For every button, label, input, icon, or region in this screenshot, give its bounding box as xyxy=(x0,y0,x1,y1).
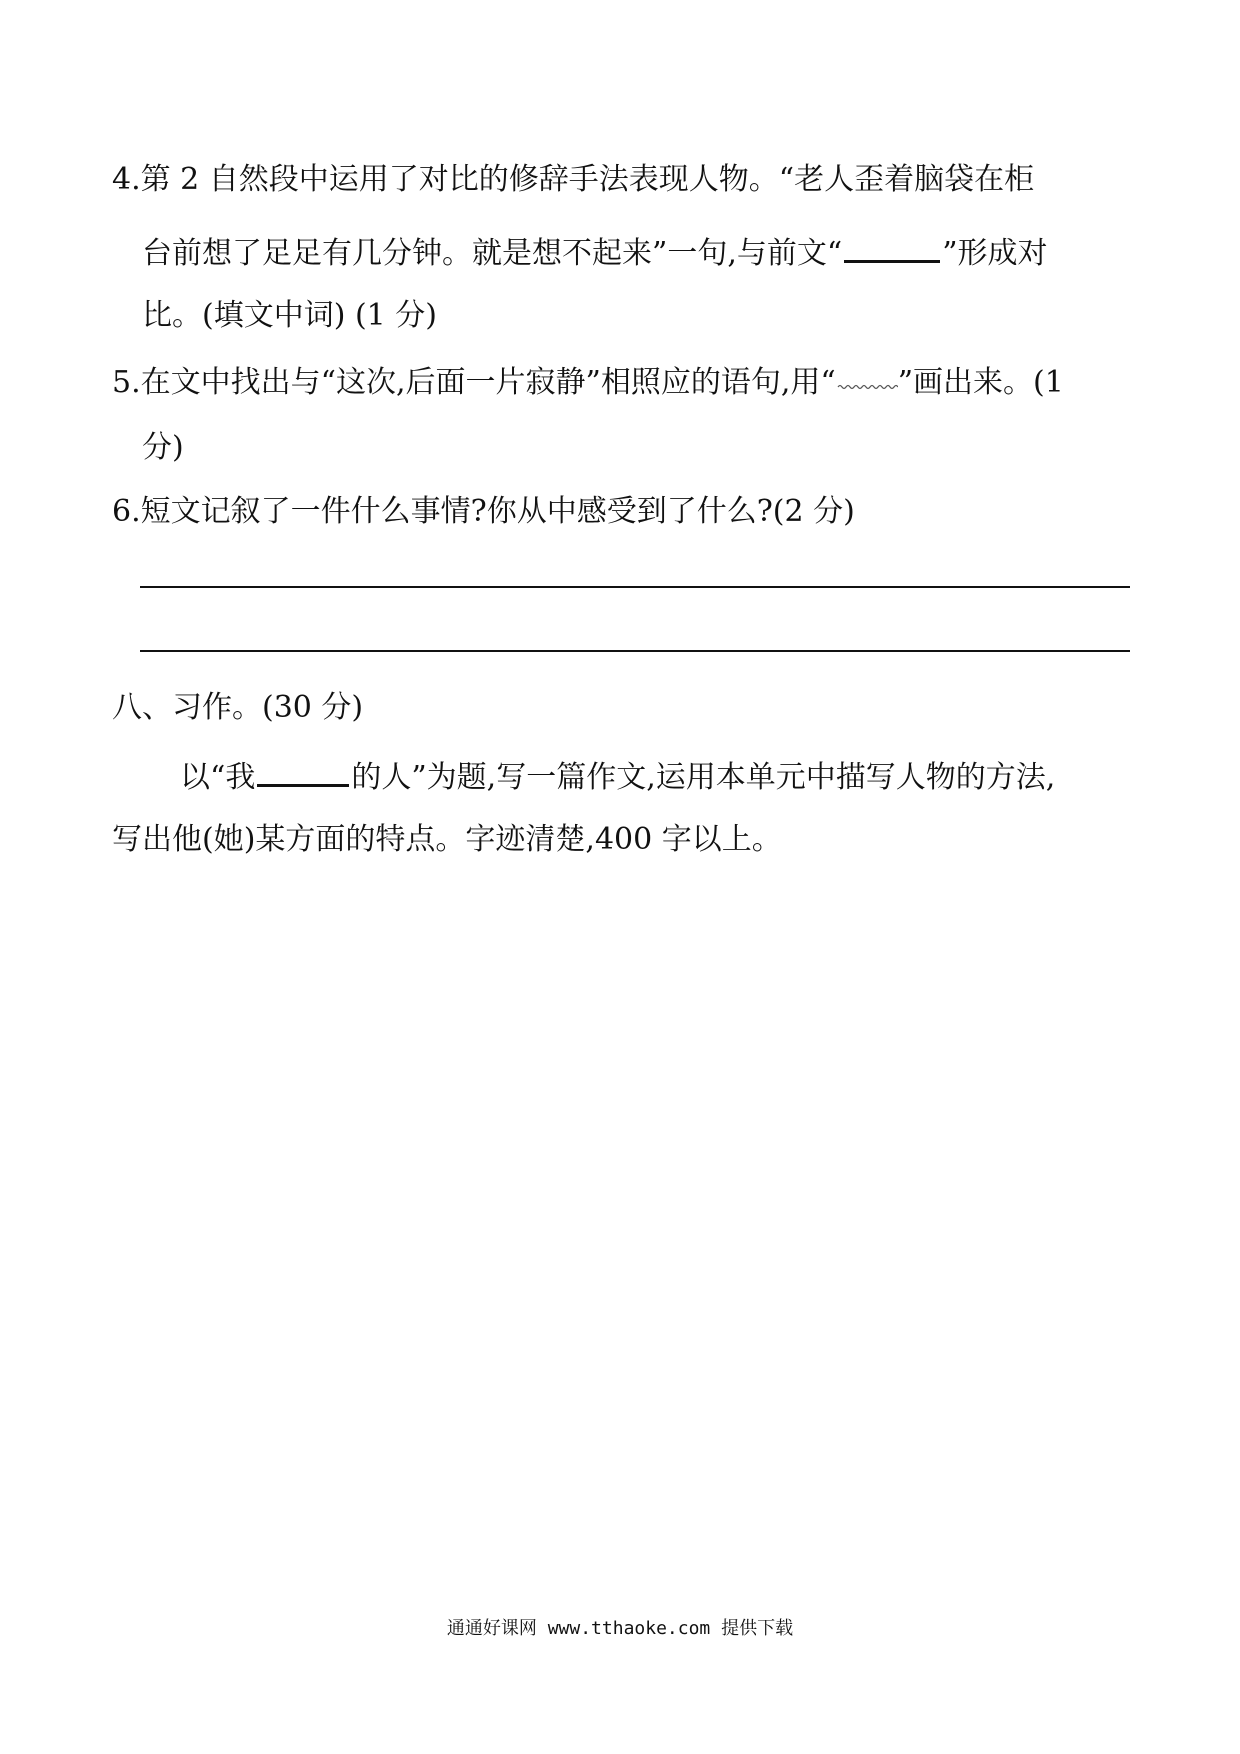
section8-line-2 xyxy=(112,820,782,860)
q5-text-1b: ”画出来。(1 xyxy=(897,365,1064,400)
section8-text-2: 写出他(她)某方面的特点。字迹清楚,400 字以上。 xyxy=(112,822,782,857)
footer-text: 通通好课网 www.tthaoke.com 提供下载 xyxy=(446,1618,794,1639)
wavy-underline-icon xyxy=(836,362,898,392)
section8-heading-text: 八、习作。(30 分) xyxy=(112,690,364,725)
q4-text-3: 比。(填文中词) (1 分) xyxy=(142,298,437,333)
section8-text-1b: 的人”为题,写一篇作文,运用本单元中描写人物的方法, xyxy=(351,760,1056,795)
q4-text-2a: 台前想了足足有几分钟。就是想不起来”一句,与前文“ xyxy=(142,236,843,271)
q4-fill-blank[interactable] xyxy=(844,230,940,263)
section8-heading xyxy=(112,688,363,728)
essay-title-blank[interactable] xyxy=(257,754,349,787)
answer-line-2[interactable] xyxy=(140,650,1130,652)
q5-line-1 xyxy=(112,362,1064,403)
q4-line-2 xyxy=(142,230,1048,274)
footer-credit xyxy=(0,1617,1240,1641)
section8-text-1a: 以“我 xyxy=(180,760,256,795)
q5-text-2: 分) xyxy=(142,430,184,465)
q5-line-2 xyxy=(142,428,184,468)
q4-line-1 xyxy=(112,160,1034,200)
section8-line-1 xyxy=(180,754,1055,798)
q4-text-2b: ”形成对 xyxy=(942,236,1048,271)
q4-line-3 xyxy=(142,296,437,336)
q6-line-1 xyxy=(112,492,855,532)
q4-text-1: 4.第 2 自然段中运用了对比的修辞手法表现人物。“老人歪着脑袋在柜 xyxy=(112,162,1035,197)
q6-text-1: 6.短文记叙了一件什么事情?你从中感受到了什么?(2 分) xyxy=(112,494,855,529)
answer-line-1[interactable] xyxy=(140,586,1130,588)
q5-text-1a: 5.在文中找出与“这次,后面一片寂静”相照应的语句,用“ xyxy=(112,365,836,400)
